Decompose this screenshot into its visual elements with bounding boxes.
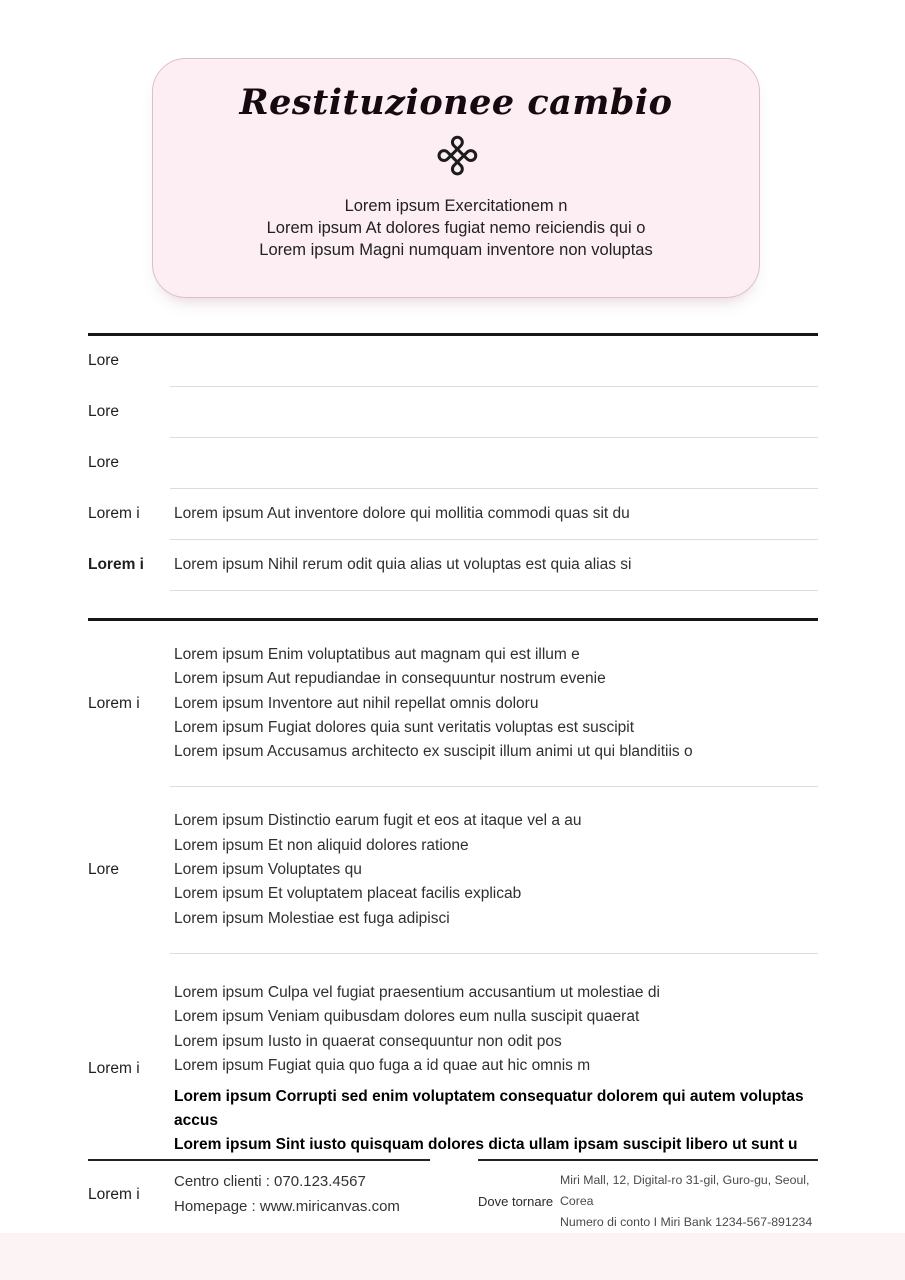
header-card xyxy=(152,58,760,298)
section-line: Lorem ipsum Inventore aut nihil repellat omnis doloru xyxy=(174,694,539,712)
table-row xyxy=(88,387,818,437)
row-label: Lorem i xyxy=(88,556,144,573)
section-line: Lorem ipsum Culpa vel fugiat praesentium accusantium ut molestiae di xyxy=(174,983,660,1001)
section-label: Lore xyxy=(88,861,120,879)
section-lines xyxy=(174,643,818,764)
section-line: Lorem ipsum Fugiat quia quo fuga a id quae aut hic omnis m xyxy=(174,1056,591,1074)
section-line: Lorem ipsum Veniam quibusdam dolores eum nulla suscipit quaerat xyxy=(174,1008,640,1026)
row-label: Lore xyxy=(88,403,120,420)
table-row xyxy=(88,489,818,539)
section-lines xyxy=(174,981,818,1157)
header-intro-text xyxy=(153,195,759,261)
detail-section xyxy=(88,621,818,786)
section-lines xyxy=(174,809,818,930)
footer-contact xyxy=(88,1159,430,1219)
section-line: Lorem ipsum Fugiat dolores quia sunt veritatis voluptas est suscipit xyxy=(174,718,635,736)
header-intro-line: Lorem ipsum Exercitationem n xyxy=(344,197,568,215)
section-emphasis-lines xyxy=(174,1085,818,1157)
section-line: Lorem ipsum Distinctio earum fugit et eos at itaque vel a au xyxy=(174,812,582,830)
section-line: Lorem ipsum Voluptates qu xyxy=(174,861,362,879)
section-line-bold: Lorem ipsum Corrupti sed enim voluptatem consequatur dolorem qui autem voluptas accus xyxy=(174,1088,804,1130)
row-value: Lorem ipsum Nihil rerum odit quia alias ut voluptas est quia alias si xyxy=(174,556,632,573)
customer-center-line: Centro clienti : 070.123.4567 xyxy=(174,1173,366,1190)
section-label: Lorem i xyxy=(88,1060,140,1078)
row-label: Lore xyxy=(88,454,120,471)
section-line: Lorem ipsum Molestiae est fuga adipisci xyxy=(174,909,450,927)
section-line: Lorem ipsum Enim voluptatibus aut magnam qui est illum e xyxy=(174,646,580,663)
account-line: Numero di conto I Miri Bank 1234-567-891234 xyxy=(560,1215,813,1229)
summary-table xyxy=(88,333,818,621)
section-line: Lorem ipsum Accusamus architecto ex suscipit illum animi ut qui blanditiis o xyxy=(174,743,693,761)
row-value: Lorem ipsum Aut inventore dolore qui mollitia commodi quas sit du xyxy=(174,505,630,522)
section-line: Lorem ipsum Et non aliquid dolores ratione xyxy=(174,836,469,854)
row-label: Lorem i xyxy=(88,505,140,522)
knot-ornament-icon: ⌘ xyxy=(424,124,489,189)
row-divider xyxy=(170,590,818,591)
return-address-lines xyxy=(560,1170,818,1233)
section-line: Lorem ipsum Et voluptatem placeat facilis explicab xyxy=(174,885,522,903)
address-line: Miri Mall, 12, Digital-ro 31-gil, Guro-gu, Seoul, Corea xyxy=(560,1173,810,1208)
detail-section xyxy=(88,787,818,952)
section-line: Lorem ipsum Aut repudiandae in consequuntur nostrum evenie xyxy=(174,670,606,688)
footer-contact-label: Lorem i xyxy=(88,1185,140,1203)
return-address-label: Dove tornare xyxy=(478,1194,554,1209)
header-intro-line: Lorem ipsum Magni numquam inventore non voluptas xyxy=(259,241,653,259)
section-label: Lorem i xyxy=(88,694,140,712)
table-row xyxy=(88,336,818,386)
footer-return-address xyxy=(478,1159,818,1233)
row-label: Lore xyxy=(88,352,120,369)
detail-section xyxy=(88,954,818,1157)
header-intro-line: Lorem ipsum At dolores fugiat nemo reiciendis qui o xyxy=(266,219,646,237)
detail-sections xyxy=(88,621,818,1157)
footer-contact-lines xyxy=(174,1170,430,1219)
section-line: Lorem ipsum Iusto in quaerat consequuntur non odit pos xyxy=(174,1032,562,1050)
table-row xyxy=(88,540,818,590)
page-title: Restituzionee cambio xyxy=(239,82,673,123)
section-line-bold: Lorem ipsum Sint iusto quisquam dolores dicta ullam ipsam suscipit libero ut sunt u xyxy=(174,1136,798,1154)
homepage-line: Homepage : www.miricanvas.com xyxy=(174,1197,400,1215)
table-row xyxy=(88,438,818,488)
bottom-accent-bar xyxy=(0,1233,905,1280)
